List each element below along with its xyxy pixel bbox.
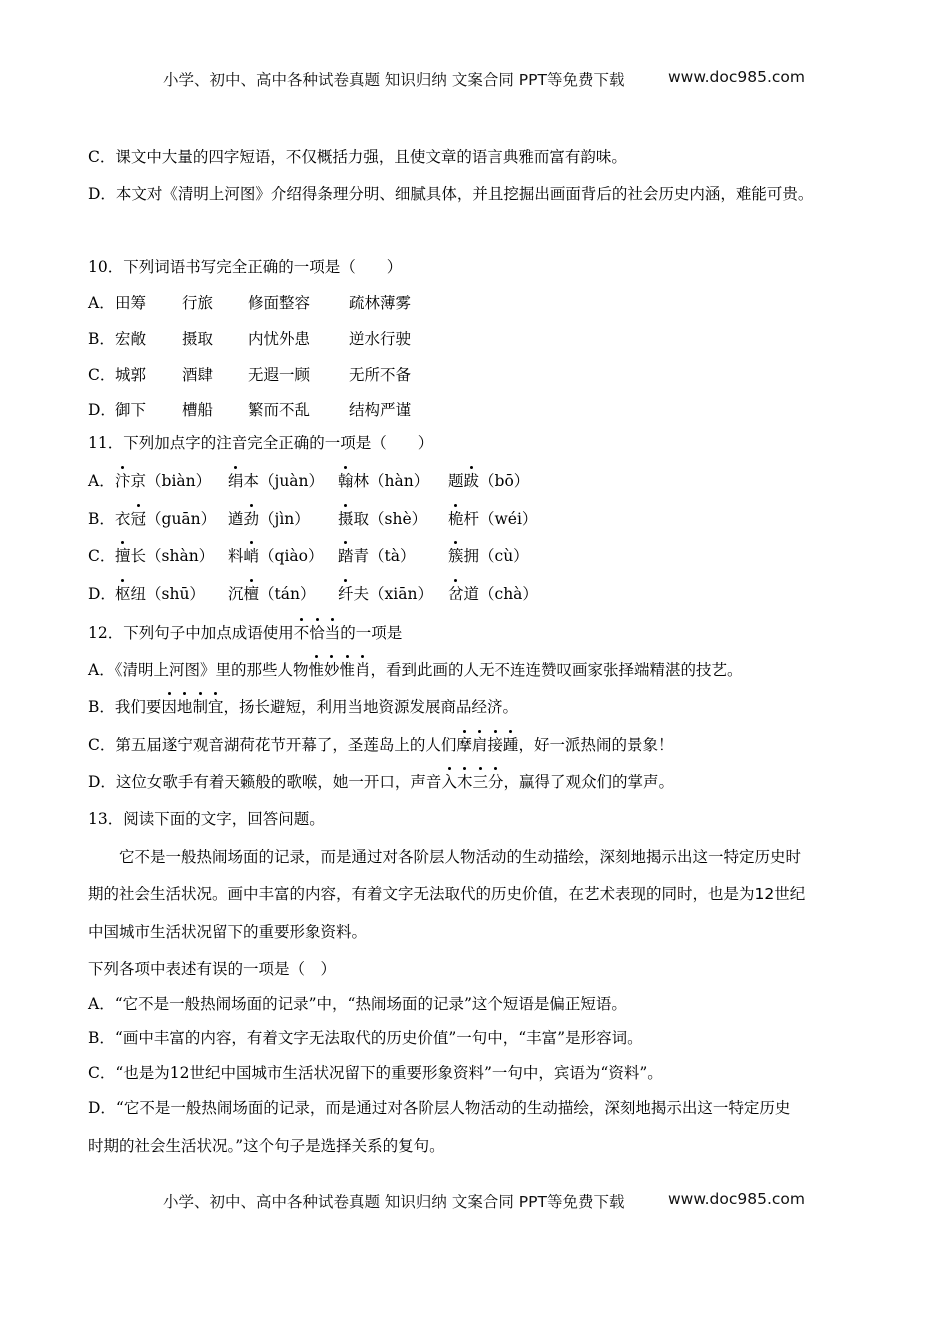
q12-d-idiom: [441, 773, 503, 791]
footer-text: 小学、初中、高中各种试卷真题 知识归纳 文案合同 PPT等免费下载: [163, 1193, 625, 1211]
q10-stem: 10．下列词语书写完全正确的一项是（ ）: [88, 258, 403, 276]
q11-option-label: A．: [88, 472, 115, 490]
emphasis-dot-char: 妙: [323, 661, 340, 679]
emphasis-dot-char: 制: [192, 698, 208, 716]
q13-passage-line-3: 中国城市生活状况留下的重要形象资料。: [88, 923, 368, 941]
q11-item-first-char: [115, 472, 131, 490]
emphasis-dot-char: 入: [441, 773, 457, 791]
q12-d-post: ，赢得了观众们的掌声。: [503, 773, 675, 791]
q12-stem-post: 的一项是: [340, 624, 403, 642]
emphasis-dot-char: 岔: [448, 585, 464, 603]
q11-item-first-char: 衣: [115, 510, 131, 528]
q11-item-first-char: 遒: [228, 510, 244, 528]
q12-option-a: [88, 659, 743, 681]
q11-option-item: [448, 583, 538, 605]
q12-c-pre: C．第五届遂宁观音湖荷花节开幕了，圣莲岛上的人们: [88, 736, 457, 754]
emphasis-dot-char: 惟: [308, 661, 324, 679]
q13-option-d-line-2: 时期的社会生活状况。”这个句子是选择关系的复句。: [88, 1137, 445, 1155]
q11-option-item: [338, 583, 433, 605]
emphasis-dot-char: 当: [324, 624, 341, 642]
emphasis-dot-char: 桅: [448, 510, 464, 528]
q12-c-post: ，好一派热闹的景象！: [518, 736, 674, 754]
q10-option-word: 修面整容: [248, 294, 311, 312]
q11-item-rest: 夫（xiān）: [353, 585, 433, 603]
q10-option-word: 御下: [115, 401, 147, 419]
emphasis-dot-char: 惟: [339, 661, 355, 679]
q11-item-rest: 冠（guān）: [130, 510, 217, 528]
q11-item-first-char: [448, 547, 464, 565]
q10-option-word: 田筹: [115, 294, 147, 312]
q11-item-rest: 檀（tán）: [243, 585, 316, 603]
q11-option-item: [228, 470, 324, 492]
emphasis-dot-char: 纤: [338, 585, 354, 603]
emphasis-dot-char: 肩: [471, 736, 488, 754]
q10-option-word: 酒肆: [182, 366, 214, 384]
q10-option-word: 槽船: [182, 401, 214, 419]
q11-option-label: B．: [88, 510, 115, 528]
q10-option-label: A．: [88, 294, 115, 312]
q12-a-idiom: [308, 661, 370, 679]
q11-option-item: [228, 508, 310, 530]
q9-option-d: D．本文对《清明上河图》介绍得条理分明、细腻具体，并且挖掘出画面背后的社会历史内涵，难能可贵。: [88, 185, 814, 203]
emphasis-dot-char: 峭: [243, 547, 260, 565]
q10-option-word: 宏敞: [115, 330, 147, 348]
q12-stem-pre: 12．下列句子中加点成语使用: [88, 624, 294, 642]
q12-b-post: ，扬长避短，利用当地资源发展商品经济。: [223, 698, 518, 716]
q12-a-post: ，看到此画的人无不连连赞叹画家张择端精湛的技艺。: [370, 661, 743, 679]
emphasis-dot-char: 踏: [338, 547, 354, 565]
emphasis-dot-char: 地: [176, 698, 193, 716]
q11-item-first-char: [115, 547, 131, 565]
q11-option-item: [228, 545, 323, 567]
emphasis-dot-char: 因: [161, 698, 177, 716]
q11-option-item: [448, 508, 537, 530]
q11-item-first-char: 沉: [228, 585, 244, 603]
q11-stem: 11．下列加点字的注音完全正确的一项是（ ）: [88, 434, 434, 452]
q12-stem-dotted: [294, 624, 341, 642]
q11-item-rest: 长（shàn）: [130, 547, 215, 565]
emphasis-dot-char: 宜: [207, 698, 224, 716]
emphasis-dot-char: 檀: [243, 585, 260, 603]
q11-item-first-char: [338, 585, 354, 603]
emphasis-dot-char: 枢: [115, 585, 131, 603]
q9-option-c: C．课文中大量的四字短语，不仅概括力强，且使文章的语言典雅而富有韵味。: [88, 148, 627, 166]
q13-passage-line-1: 它不是一般热闹场面的记录，而是通过对各阶层人物活动的生动描绘，深刻地揭示出这一特定历史时: [88, 848, 802, 866]
q11-item-first-char: [338, 472, 354, 490]
emphasis-dot-char: 不: [293, 624, 310, 642]
emphasis-dot-char: 木: [456, 773, 473, 791]
q11-item-rest: 本（juàn）: [243, 472, 325, 490]
q13-option-b: B．“画中丰富的内容，有着文字无法取代的历史价值”一句中，“丰富”是形容词。: [88, 1029, 643, 1047]
q11-item-rest: 杆（wéi）: [463, 510, 538, 528]
emphasis-dot-char: 跋: [463, 472, 480, 490]
q11-item-first-char: [338, 510, 354, 528]
q10-option-word: 摄取: [182, 330, 214, 348]
emphasis-dot-char: 摩: [456, 736, 472, 754]
q11-item-first-char: [338, 547, 354, 565]
q13-option-c: C．“也是为12世纪中国城市生活状况留下的重要形象资料”一句中，宾语为“资料”。: [88, 1064, 663, 1082]
emphasis-dot-char: 分: [487, 773, 504, 791]
emphasis-dot-char: 肖: [355, 661, 371, 679]
q11-option-item: [448, 545, 529, 567]
q11-item-rest: 劲（jìn）: [243, 510, 310, 528]
q11-item-first-char: 题: [448, 472, 464, 490]
q10-option-label: C．: [88, 366, 116, 384]
header-url[interactable]: www.doc985.com: [668, 68, 805, 86]
q11-item-rest: 取（shè）: [353, 510, 428, 528]
q11-option-label: C．: [88, 547, 116, 565]
emphasis-dot-char: 踵: [502, 736, 519, 754]
q11-option-label: D．: [88, 585, 116, 603]
q12-c-idiom: [456, 736, 518, 754]
q10-option-word: 疏林薄雾: [349, 294, 412, 312]
q11-item-rest: 林（hàn）: [353, 472, 430, 490]
header-text: 小学、初中、高中各种试卷真题 知识归纳 文案合同 PPT等免费下载: [163, 71, 625, 89]
q12-option-d: [88, 771, 674, 793]
emphasis-dot-char: 翰: [338, 472, 354, 490]
emphasis-dot-char: 擅: [115, 547, 131, 565]
q10-option-word: 内忧外患: [248, 330, 311, 348]
q11-item-rest: 跋（bō）: [463, 472, 530, 490]
q10-option-word: 繁而不乱: [248, 401, 311, 419]
q11-option-item: [448, 470, 529, 492]
q13-sub-stem: 下列各项中表述有误的一项是（ ）: [88, 960, 337, 978]
q12-b-idiom: [161, 698, 223, 716]
emphasis-dot-char: 绢: [228, 472, 244, 490]
emphasis-dot-char: 摄: [338, 510, 354, 528]
q12-option-b: [88, 696, 518, 718]
q12-d-pre: D．这位女歌手有着天籁般的歌喉，她一开口，声音: [88, 773, 442, 791]
q11-item-first-char: [228, 472, 244, 490]
q11-item-rest: 青（tà）: [353, 547, 416, 565]
q11-item-first-char: [448, 510, 464, 528]
q11-item-rest: 道（chà）: [463, 585, 538, 603]
q13-option-d-line-1: D．“它不是一般热闹场面的记录，而是通过对各阶层人物活动的生动描绘，深刻地揭示出这一特定历史: [88, 1099, 791, 1117]
q11-item-first-char: [115, 585, 131, 603]
emphasis-dot-char: 劲: [243, 510, 260, 528]
q11-item-rest: 纽（shū）: [130, 585, 205, 603]
q10-option-word: 结构严谨: [349, 401, 412, 419]
q11-option-item: [338, 545, 416, 567]
emphasis-dot-char: 簇: [448, 547, 464, 565]
q11-option-item: [115, 508, 216, 530]
q10-option-word: 城郭: [115, 366, 147, 384]
q10-option-word: 逆水行驶: [349, 330, 412, 348]
q13-option-a: A．“它不是一般热闹场面的记录”中，“热闹场面的记录”这个短语是偏正短语。: [88, 995, 627, 1013]
q10-option-label: B．: [88, 330, 115, 348]
q11-option-item: [338, 470, 429, 492]
emphasis-dot-char: 恰: [309, 624, 325, 642]
q11-option-item: [115, 470, 211, 492]
q11-item-rest: 峭（qiào）: [243, 547, 324, 565]
q11-option-item: [115, 545, 214, 567]
q10-option-word: 无遐一顾: [248, 366, 311, 384]
q13-passage-line-2: 期的社会生活状况。画中丰富的内容，有着文字无法取代的历史价值，在艺术表现的同时，也是为12世纪: [88, 885, 806, 903]
q10-option-word: 无所不备: [349, 366, 412, 384]
q12-option-c: [88, 734, 673, 756]
q13-stem: 13．阅读下面的文字，回答问题。: [88, 810, 325, 828]
q12-b-pre: B．我们要: [88, 698, 162, 716]
q11-option-item: [228, 583, 315, 605]
q12-stem: [88, 622, 402, 644]
q10-option-label: D．: [88, 401, 116, 419]
q11-item-first-char: 料: [228, 547, 244, 565]
q11-option-item: [115, 583, 205, 605]
q10-option-word: 行旅: [182, 294, 214, 312]
emphasis-dot-char: 三: [472, 773, 488, 791]
emphasis-dot-char: 接: [487, 736, 503, 754]
q11-option-item: [338, 508, 427, 530]
footer-url[interactable]: www.doc985.com: [668, 1190, 805, 1208]
q11-item-rest: 拥（cù）: [463, 547, 529, 565]
emphasis-dot-char: 汴: [115, 472, 131, 490]
q11-item-rest: 京（biàn）: [130, 472, 212, 490]
q11-item-first-char: [448, 585, 464, 603]
q12-a-pre: A．《清明上河图》里的那些人物: [88, 661, 309, 679]
emphasis-dot-char: 冠: [130, 510, 147, 528]
